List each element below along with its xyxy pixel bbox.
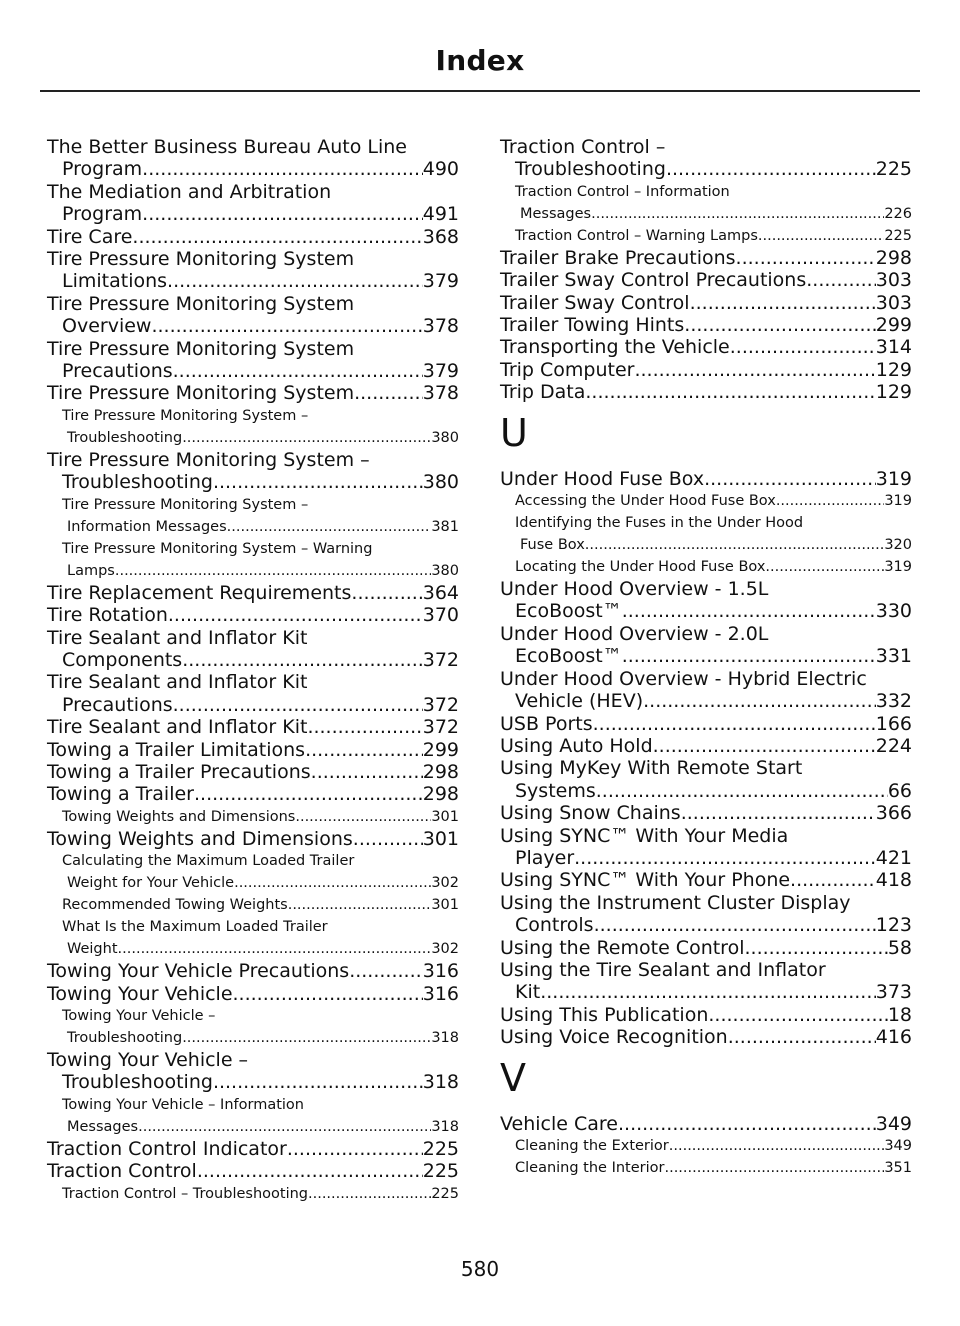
index-entry: [47, 783, 459, 805]
entry-text: Program: [62, 203, 143, 226]
entry-page-number: 421: [875, 846, 912, 869]
dot-leader: [596, 780, 888, 802]
index-entry-heading: Tire Sealant and Inflator Kit: [47, 671, 308, 694]
index-subentry-heading: Calculating the Maximum Loaded Trailer: [62, 853, 355, 870]
index-subentry: [47, 938, 459, 960]
entry-text: Trailer Towing Hints: [500, 314, 685, 337]
index-entry-heading: Using SYNC™ With Your Media: [500, 824, 789, 847]
entry-page-number: 380: [431, 562, 459, 579]
index-subentry: [500, 225, 912, 247]
entry-page-number: 318: [422, 1071, 459, 1094]
entry-text: Troubleshooting: [62, 1071, 213, 1094]
index-entry: [47, 739, 459, 761]
entry-text: Troubleshooting: [67, 1029, 183, 1046]
dot-leader: [622, 645, 876, 667]
entry-page-number: 301: [422, 827, 459, 850]
index-entry: [47, 226, 459, 248]
entry-page-number: 316: [422, 982, 459, 1005]
entry-page-number: 349: [884, 1138, 912, 1154]
entry-text: Towing Your Vehicle Precautions: [47, 960, 350, 983]
dot-leader: [574, 847, 876, 869]
dot-leader: [669, 1135, 885, 1157]
index-column-right: [500, 136, 912, 1179]
entry-text: Precautions: [62, 693, 173, 716]
index-entry: [500, 914, 912, 936]
entry-page-number: 319: [875, 467, 912, 490]
dot-leader: [308, 1183, 431, 1205]
index-entry-heading: The Mediation and Arbitration: [47, 180, 332, 203]
entry-page-number: 368: [422, 225, 459, 248]
index-entry: [500, 269, 912, 291]
entry-page-number: 372: [422, 693, 459, 716]
entry-page-number: 123: [875, 914, 912, 937]
index-entry: [47, 1071, 459, 1093]
entry-text: Components: [62, 648, 183, 671]
index-entry: [500, 381, 912, 403]
dot-leader: [643, 690, 876, 712]
entry-page-number: 298: [422, 760, 459, 783]
dot-leader: [194, 783, 423, 805]
entry-text: Towing Weights and Dimensions: [47, 827, 353, 850]
dot-leader: [591, 203, 884, 225]
entry-text: EcoBoost™: [515, 645, 622, 668]
dot-leader: [765, 556, 884, 578]
entry-text: Trip Data: [500, 381, 586, 404]
index-entry: [500, 847, 912, 869]
dot-leader: [681, 802, 876, 824]
dot-leader: [708, 1004, 887, 1026]
entry-page-number: 379: [422, 270, 459, 293]
entry-text: Controls: [515, 914, 594, 937]
dot-leader: [776, 490, 885, 512]
index-subentry-heading: Traction Control – Information: [515, 183, 730, 200]
index-entry: [47, 694, 459, 716]
index-entry-heading: Using the Instrument Cluster Display: [500, 891, 851, 914]
index-entry: [500, 981, 912, 1003]
dot-leader: [622, 600, 876, 622]
entry-text: Towing a Trailer Limitations: [47, 738, 306, 761]
index-subentry: [47, 1116, 459, 1138]
index-entry: [500, 336, 912, 358]
entry-page-number: 299: [422, 738, 459, 761]
entry-text: Locating the Under Hood Fuse Box: [515, 559, 766, 576]
dot-leader: [684, 314, 875, 336]
index-entry: [47, 828, 459, 850]
page-title: Index: [435, 44, 525, 77]
index-entry: [500, 690, 912, 712]
entry-text: Messages: [520, 205, 592, 222]
dot-leader: [585, 534, 885, 556]
entry-page-number: 58: [887, 936, 912, 959]
dot-leader: [213, 1071, 423, 1093]
entry-text: Program: [62, 158, 143, 181]
dot-leader: [311, 761, 423, 783]
dot-leader: [664, 1157, 884, 1179]
entry-page-number: 225: [431, 1185, 459, 1202]
index-entry: [47, 360, 459, 382]
dot-leader: [151, 315, 422, 337]
index-column-left: [47, 136, 459, 1205]
index-entry: [47, 158, 459, 180]
entry-page-number: 378: [422, 382, 459, 405]
entry-page-number: 299: [875, 314, 912, 337]
entry-page-number: 303: [875, 269, 912, 292]
index-entry: [500, 158, 912, 180]
index-entry: [47, 983, 459, 1005]
dot-leader: [354, 382, 423, 404]
index-entry: [47, 761, 459, 783]
entry-page-number: 318: [431, 1029, 459, 1046]
dot-leader: [295, 806, 431, 828]
index-subentry-heading: What Is the Maximum Loaded Trailer: [62, 919, 328, 936]
entry-page-number: 298: [422, 783, 459, 806]
entry-page-number: 301: [431, 897, 459, 914]
dot-leader: [704, 468, 876, 490]
entry-page-number: 129: [875, 358, 912, 381]
entry-page-number: 332: [875, 690, 912, 713]
dot-leader: [593, 713, 876, 735]
entry-text: Information Messages: [67, 518, 227, 535]
entry-text: Troubleshooting: [67, 429, 183, 446]
dot-leader: [213, 471, 423, 493]
entry-page-number: 491: [422, 203, 459, 226]
entry-text: Overview: [62, 315, 152, 338]
entry-text: Limitations: [62, 270, 168, 293]
entry-page-number: 298: [875, 246, 912, 269]
index-entry: [500, 468, 912, 490]
entry-text: Using SYNC™ With Your Phone: [500, 869, 791, 892]
dot-leader: [728, 1026, 876, 1048]
entry-page-number: 18: [887, 1003, 912, 1026]
entry-page-number: 416: [875, 1026, 912, 1049]
entry-page-number: 378: [422, 315, 459, 338]
entry-page-number: 301: [431, 808, 459, 825]
entry-page-number: 166: [875, 712, 912, 735]
index-entry: [47, 604, 459, 626]
entry-page-number: 351: [884, 1160, 912, 1176]
entry-page-number: 381: [431, 518, 459, 535]
page-number: 580: [460, 1257, 500, 1281]
entry-text: Tire Pressure Monitoring System: [47, 382, 355, 405]
dot-leader: [744, 937, 887, 959]
index-subentry: [47, 427, 459, 449]
index-subentry-heading: Tire Pressure Monitoring System –: [62, 496, 309, 513]
index-entry: [47, 649, 459, 671]
dot-leader: [167, 270, 423, 292]
index-entry-heading: Under Hood Overview - 1.5L: [500, 578, 769, 601]
dot-leader: [634, 359, 875, 381]
index-entry: [47, 270, 459, 292]
dot-leader: [730, 336, 876, 358]
dot-leader: [118, 938, 432, 960]
index-entry: [500, 645, 912, 667]
entry-text: Trailer Sway Control: [500, 291, 690, 314]
dot-leader: [168, 604, 423, 626]
index-entry: [47, 1160, 459, 1182]
dot-leader: [138, 1116, 431, 1138]
entry-page-number: 331: [875, 645, 912, 668]
index-entry: [500, 247, 912, 269]
entry-page-number: 379: [422, 360, 459, 383]
index-entry-heading: Tire Pressure Monitoring System: [47, 248, 355, 271]
entry-text: Fuse Box: [520, 537, 585, 554]
entry-text: Vehicle Care: [500, 1112, 618, 1135]
entry-text: Towing a Trailer Precautions: [47, 760, 311, 783]
index-section-letter: V: [500, 1055, 526, 1100]
index-entry: [47, 315, 459, 337]
entry-text: Kit: [515, 981, 541, 1004]
index-subentry: [47, 872, 459, 894]
index-entry: [47, 582, 459, 604]
entry-text: Troubleshooting: [515, 158, 666, 181]
entry-text: Precautions: [62, 360, 173, 383]
entry-text: Towing Your Vehicle: [47, 982, 233, 1005]
index-entry: [500, 1026, 912, 1048]
index-subentry: [500, 556, 912, 578]
entry-page-number: 316: [422, 960, 459, 983]
title-divider: [40, 90, 920, 92]
dot-leader: [758, 225, 884, 247]
index-entry: [500, 292, 912, 314]
index-entry: [500, 359, 912, 381]
entry-text: Accessing the Under Hood Fuse Box: [515, 493, 776, 510]
entry-text: Recommended Towing Weights: [62, 897, 288, 914]
index-subentry: [500, 534, 912, 556]
entry-text: USB Ports: [500, 712, 593, 735]
index-subentry-heading: Tire Pressure Monitoring System –: [62, 407, 309, 424]
entry-text: Tire Rotation: [47, 604, 168, 627]
index-entry-heading: Under Hood Overview - Hybrid Electric: [500, 667, 867, 690]
dot-leader: [540, 981, 876, 1003]
dot-leader: [182, 1027, 431, 1049]
entry-text: Using Snow Chains: [500, 802, 681, 825]
entry-page-number: 225: [422, 1160, 459, 1183]
index-entry: [47, 471, 459, 493]
entry-text: Traction Control – Warning Lamps: [515, 227, 758, 244]
entry-page-number: 66: [887, 779, 912, 802]
dot-leader: [790, 869, 876, 891]
dot-leader: [351, 582, 422, 604]
entry-text: Cleaning the Exterior: [515, 1138, 669, 1154]
index-subentry: [500, 203, 912, 225]
entry-text: Tire Care: [47, 225, 133, 248]
index-subentry: [500, 1157, 912, 1179]
dot-leader: [666, 158, 876, 180]
index-subentry: [47, 894, 459, 916]
index-subentry: [500, 1135, 912, 1157]
entry-page-number: 349: [875, 1112, 912, 1135]
entry-text: Player: [515, 846, 575, 869]
index-subentry: [47, 1183, 459, 1205]
dot-leader: [142, 158, 423, 180]
entry-page-number: 364: [422, 581, 459, 604]
index-entry: [500, 314, 912, 336]
dot-leader: [182, 649, 423, 671]
dot-leader: [594, 914, 876, 936]
entry-text: Traction Control Indicator: [47, 1137, 287, 1160]
dot-leader: [585, 381, 875, 403]
dot-leader: [115, 560, 431, 582]
entry-page-number: 314: [875, 336, 912, 359]
dot-leader: [197, 1160, 423, 1182]
index-entry-heading: Tire Sealant and Inflator Kit: [47, 626, 308, 649]
entry-text: Troubleshooting: [62, 471, 213, 494]
entry-text: Using Auto Hold: [500, 734, 653, 757]
entry-page-number: 320: [884, 537, 912, 554]
entry-page-number: 319: [884, 493, 912, 510]
entry-text: Traction Control – Troubleshooting: [62, 1185, 308, 1202]
entry-page-number: 318: [431, 1118, 459, 1135]
entry-page-number: 225: [422, 1137, 459, 1160]
entry-text: Transporting the Vehicle: [500, 336, 730, 359]
entry-text: Under Hood Fuse Box: [500, 467, 705, 490]
dot-leader: [806, 269, 875, 291]
index-subentry-heading: Tire Pressure Monitoring System – Warning: [62, 540, 373, 557]
dot-leader: [173, 694, 423, 716]
entry-page-number: 370: [422, 604, 459, 627]
entry-text: Weight for Your Vehicle: [67, 875, 235, 892]
index-entry: [47, 382, 459, 404]
entry-text: Trip Computer: [500, 358, 635, 381]
entry-text: Using Voice Recognition: [500, 1026, 728, 1049]
dot-leader: [305, 739, 423, 761]
entry-text: EcoBoost™: [515, 600, 622, 623]
index-entry: [500, 869, 912, 891]
entry-page-number: 418: [875, 869, 912, 892]
entry-text: Traction Control: [47, 1160, 197, 1183]
index-entry-heading: Tire Pressure Monitoring System –: [47, 448, 370, 471]
entry-page-number: 330: [875, 600, 912, 623]
entry-text: Using the Remote Control: [500, 936, 745, 959]
entry-text: Trailer Brake Precautions: [500, 246, 736, 269]
index-entry: [500, 802, 912, 824]
index-entry-heading: Under Hood Overview - 2.0L: [500, 622, 769, 645]
index-entry: [47, 960, 459, 982]
dot-leader: [618, 1113, 876, 1135]
dot-leader: [132, 226, 422, 248]
index-entry-heading: Traction Control –: [500, 136, 666, 158]
index-entry: [47, 203, 459, 225]
index-entry-heading: Tire Pressure Monitoring System: [47, 337, 355, 360]
dot-leader: [173, 360, 423, 382]
index-entry: [500, 1113, 912, 1135]
entry-page-number: 372: [422, 716, 459, 739]
entry-text: Using This Publication: [500, 1003, 709, 1026]
entry-text: Cleaning the Interior: [515, 1160, 665, 1176]
index-section-letter: U: [500, 410, 528, 455]
dot-leader: [142, 203, 423, 225]
entry-page-number: 225: [884, 227, 912, 244]
dot-leader: [690, 292, 876, 314]
index-entry: [47, 1138, 459, 1160]
index-entry: [500, 1004, 912, 1026]
index-entry-heading: Towing Your Vehicle –: [47, 1048, 249, 1071]
index-entry: [500, 780, 912, 802]
entry-page-number: 302: [431, 941, 459, 958]
index-entry-heading: Tire Pressure Monitoring System: [47, 292, 355, 315]
dot-leader: [287, 1138, 423, 1160]
entry-page-number: 129: [875, 381, 912, 404]
index-subentry: [500, 490, 912, 512]
dot-leader: [653, 735, 876, 757]
index-entry: [500, 713, 912, 735]
entry-text: Tire Replacement Requirements: [47, 581, 352, 604]
dot-leader: [233, 983, 423, 1005]
entry-text: Lamps: [67, 562, 115, 579]
entry-text: Towing a Trailer: [47, 783, 194, 806]
entry-page-number: 490: [422, 158, 459, 181]
dot-leader: [307, 716, 422, 738]
dot-leader: [288, 894, 432, 916]
index-entry: [500, 735, 912, 757]
entry-text: Messages: [67, 1118, 139, 1135]
entry-page-number: 303: [875, 291, 912, 314]
dot-leader: [227, 516, 432, 538]
entry-page-number: 319: [884, 559, 912, 576]
entry-text: Vehicle (HEV): [515, 690, 644, 713]
entry-page-number: 373: [875, 981, 912, 1004]
index-entry: [500, 937, 912, 959]
index-subentry-heading: Towing Your Vehicle – Information: [62, 1096, 304, 1113]
entry-page-number: 366: [875, 802, 912, 825]
dot-leader: [234, 872, 431, 894]
entry-text: Trailer Sway Control Precautions: [500, 269, 807, 292]
index-subentry-heading: Identifying the Fuses in the Under Hood: [515, 515, 804, 532]
index-entry-heading: Using MyKey With Remote Start: [500, 757, 803, 780]
index-subentry-heading: Towing Your Vehicle –: [62, 1007, 216, 1024]
index-subentry: [47, 516, 459, 538]
index-entry: [47, 716, 459, 738]
index-subentry: [47, 560, 459, 582]
entry-text: Tire Sealant and Inflator Kit: [47, 716, 308, 739]
index-entry-heading: Using the Tire Sealant and Inflator: [500, 958, 826, 981]
entry-page-number: 225: [875, 158, 912, 181]
entry-page-number: 224: [875, 734, 912, 757]
index-subentry: [47, 806, 459, 828]
dot-leader: [349, 960, 423, 982]
entry-page-number: 372: [422, 648, 459, 671]
index-subentry: [47, 1027, 459, 1049]
entry-page-number: 226: [884, 205, 912, 222]
dot-leader: [182, 427, 431, 449]
entry-page-number: 380: [431, 429, 459, 446]
entry-page-number: 302: [431, 875, 459, 892]
entry-text: Weight: [67, 941, 118, 958]
index-entry-heading: The Better Business Bureau Auto Line: [47, 136, 407, 158]
dot-leader: [736, 247, 876, 269]
dot-leader: [353, 828, 423, 850]
entry-page-number: 380: [422, 471, 459, 494]
entry-text: Systems: [515, 779, 596, 802]
entry-text: Towing Weights and Dimensions: [62, 808, 296, 825]
index-entry: [500, 600, 912, 622]
